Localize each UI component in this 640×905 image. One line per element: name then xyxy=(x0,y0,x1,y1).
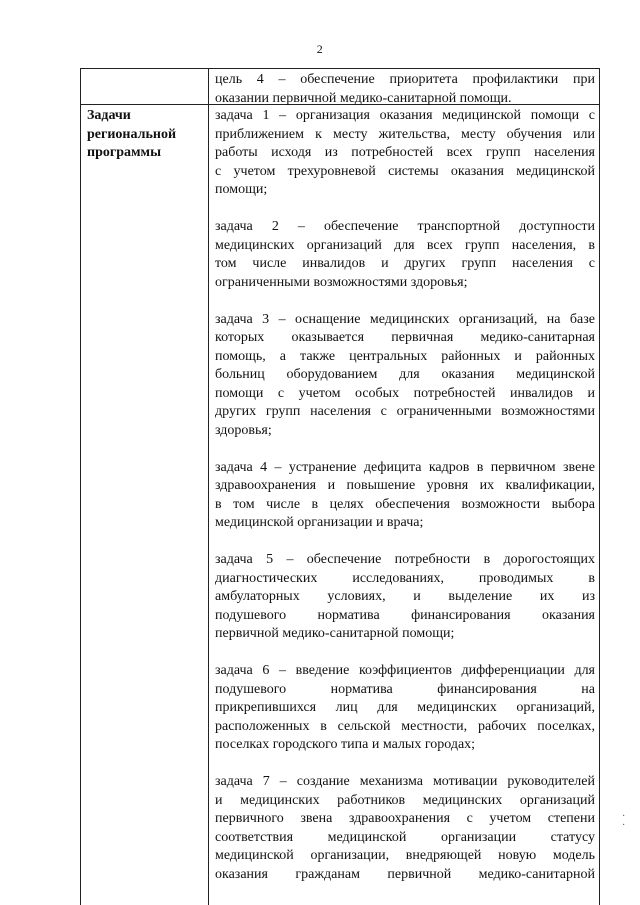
task-line: задача 2 – обеспечение транспортной доступности xyxy=(215,219,595,234)
task-line: медицинской организации и врача; xyxy=(215,515,424,530)
task-line: и медицинских работников медицинских организаций xyxy=(215,792,595,808)
page-number: 2 xyxy=(316,42,324,56)
task-line: подушевого норматива финансирования оказания xyxy=(215,607,595,623)
task-line: помощь, а также центральных районных и районных xyxy=(215,348,595,364)
task-line: медицинской организации, внедряющей новую модель xyxy=(215,848,595,863)
task-line: работы исходя из потребностей всех групп населения xyxy=(215,145,595,160)
task-line: помощи; xyxy=(215,182,268,197)
task-paragraph-7 xyxy=(215,773,595,884)
task-line: здравоохранения и повышение уровня их квалификации, xyxy=(215,478,595,493)
task-line: задача 3 – оснащение медицинских организаций, на базе xyxy=(215,311,595,327)
task-paragraph-3 xyxy=(215,311,595,441)
task-line: помощи с учетом особых потребностей инвалидов и xyxy=(215,385,595,401)
task-paragraph-5 xyxy=(215,551,595,644)
task-paragraph-2 xyxy=(215,218,595,292)
task-line: оказания гражданам первичной медико-санитарной xyxy=(215,866,595,882)
margin-mark: · · xyxy=(622,811,626,831)
tasks-label-line: региональной xyxy=(87,126,177,142)
task-line: первичной медико-санитарной помощи; xyxy=(215,626,455,641)
task-line: с учетом трехуровневой системы оказания медицинской xyxy=(215,163,595,179)
goal-4-line: цель 4 – обеспечение приоритета профилактики при xyxy=(215,72,595,87)
task-line: больниц оборудованием для оказания медицинской xyxy=(215,367,595,382)
task-line: прикрепившихся лиц для медицинских организаций, xyxy=(215,700,595,715)
tasks-label-cell xyxy=(87,107,202,163)
task-line: задача 5 – обеспечение потребности в дорогостоящих xyxy=(215,552,595,567)
task-line: задача 1 – организация оказания медицинской помощи с xyxy=(215,108,595,123)
task-line: расположенных в сельской местности, рабочих поселках, xyxy=(215,718,595,734)
task-line: соответствия медицинской организации статусу xyxy=(215,829,595,845)
task-paragraph-1 xyxy=(215,107,595,200)
task-line: в том числе в целях обеспечения возможности выбора xyxy=(215,496,595,512)
task-line: диагностических исследованиях, проводимых в xyxy=(215,570,595,586)
task-paragraph-6 xyxy=(215,662,595,755)
task-line: задача 4 – устранение дефицита кадров в первичном звене xyxy=(215,459,595,475)
task-line: подушевого норматива финансирования на xyxy=(215,681,595,697)
task-line: том числе инвалидов и других групп населения с xyxy=(215,256,595,271)
goals-tasks-table xyxy=(80,68,600,905)
task-line: здоровья; xyxy=(215,422,272,438)
task-line: которых оказывается первичная медико-санитарная xyxy=(215,330,595,345)
task-line: ограниченными возможностями здоровья; xyxy=(215,274,468,290)
goal-4-cell xyxy=(215,71,595,108)
tasks-label-line: Задачи xyxy=(87,108,131,123)
goal-4-line: оказании первичной медико-санитарной помощи. xyxy=(215,90,512,106)
task-line: задача 7 – создание механизма мотивации руководителей xyxy=(215,774,595,789)
tasks-content-cell xyxy=(215,107,595,903)
task-paragraph-4 xyxy=(215,459,595,533)
tasks-label-line: программы xyxy=(87,145,161,160)
task-line: поселках городского типа и малых городах; xyxy=(215,737,476,752)
task-line: задача 6 – введение коэффициентов дифференциации для xyxy=(215,663,595,678)
task-line: других групп населения с ограниченными возможностями xyxy=(215,404,595,419)
column-divider xyxy=(208,69,209,905)
task-line: первичного звена здравоохранения с учетом степени xyxy=(215,811,595,826)
task-line: медицинских организаций для всех групп населения, в xyxy=(215,237,595,253)
task-line: приближением к месту жительства, месту обучения или xyxy=(215,126,595,142)
task-line: амбулаторных условиях, и выделение их из xyxy=(215,589,595,604)
